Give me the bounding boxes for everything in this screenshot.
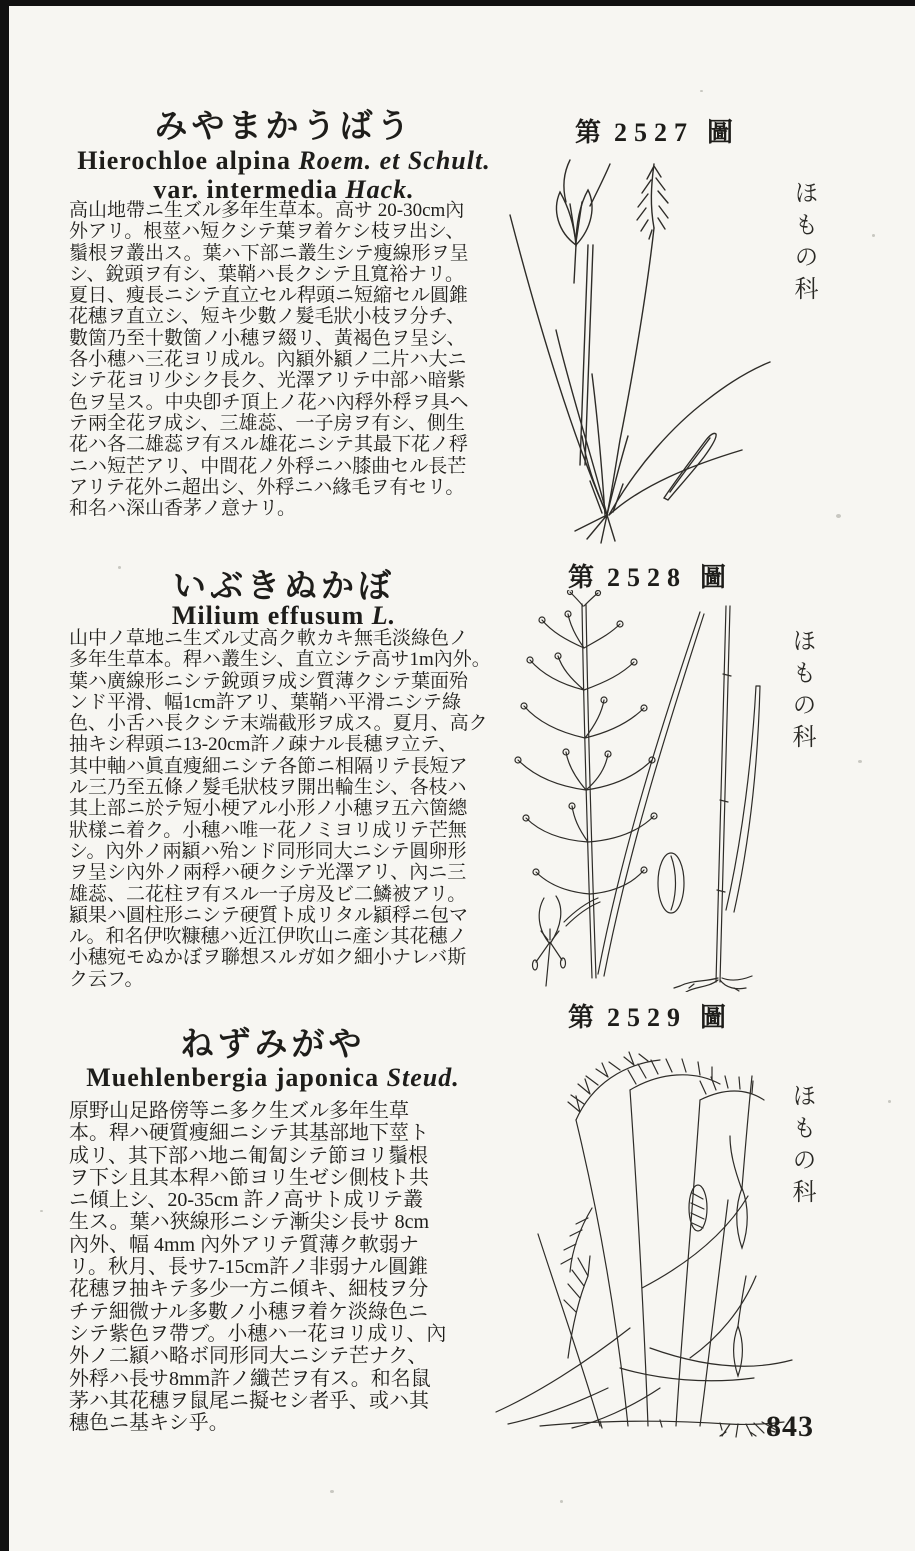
text-line: 花穗ヲ直立シ、短キ少數ノ髮毛狀小枝ヲ分チ、 <box>69 306 466 328</box>
figure-2528-botanical-illustration <box>494 590 794 992</box>
scan-speckle <box>836 514 841 518</box>
text-line: 抽キシ稈頭ニ13-20cm許ノ疎ナル長穗ヲ立テ、 <box>69 734 458 756</box>
entry2-latin-roman: Milium effusum <box>171 601 365 630</box>
text-line: ル三乃至五條ノ髮毛狀枝ヲ開出輪生シ、各枝ハ <box>69 777 467 799</box>
scan-speckle <box>330 1490 334 1493</box>
scan-speckle <box>40 1210 43 1212</box>
scan-edge-left <box>0 0 9 1551</box>
caption-suffix: 圖 <box>700 563 727 592</box>
text-line: 山中ノ草地ニ生ズル丈高ク軟カキ無毛淡綠色ノ <box>69 628 469 649</box>
caption-number: 2527 <box>614 118 695 147</box>
text-line: 花穗ヲ抽キテ多少一方ニ傾キ、細枝ヲ分 <box>69 1278 429 1301</box>
text-line: 各小穗ハ三花ヨリ成ル。內顈外顈ノ二片ハ大ニ <box>69 349 467 371</box>
text-line: 色、小舌ハ長クシテ末端截形ヲ成ス。夏月、高ク <box>69 713 488 735</box>
caption-prefix: 第 <box>568 563 595 592</box>
entry2-kana-title: いぶきぬかぼ <box>173 569 395 605</box>
text-line: 茅ハ其花穗ヲ鼠尾ニ擬セシ者乎、或ハ其 <box>69 1389 429 1412</box>
text-line: 高山地帶ニ生ズル多年生草本。高サ 20-30cm內 <box>69 200 465 221</box>
tufted-grass-drawing <box>480 1028 800 1440</box>
caption-prefix: 第 <box>568 1003 595 1032</box>
caption-number: 2528 <box>607 563 688 592</box>
caption-suffix: 圖 <box>707 118 734 147</box>
text-line: 外稃ハ長サ8mm許ノ纖芒ヲ有ス。和名鼠 <box>69 1367 431 1390</box>
figure-2527-caption <box>575 112 733 149</box>
entry2-latin-author: L. <box>371 601 397 630</box>
text-line: 原野山足路傍等ニ多ク生ズル多年生草 <box>69 1100 409 1122</box>
entry1-variety-roman: var. intermedia <box>153 175 338 204</box>
entry1-variety-author: Hack. <box>345 175 415 204</box>
family-label-vertical-2: ほもの科 <box>788 628 814 756</box>
text-line: 數箇乃至十數箇ノ小穗ヲ綴リ、黃褐色ヲ呈シ、 <box>69 327 466 349</box>
scan-speckle <box>700 90 703 92</box>
text-line: 外ノ二顈ハ略ボ同形同大ニシテ芒ナク、 <box>69 1345 428 1368</box>
text-line: 生ス。葉ハ狹線形ニシテ漸尖シ長サ 8cm <box>69 1211 430 1234</box>
text-line: 和名ハ深山香茅ノ意ナリ。 <box>69 498 297 520</box>
text-line: 內外、幅 4mm 內外アリテ質薄ク軟弱ナ <box>69 1233 419 1256</box>
text-line: シテ紫色ヲ帶ブ。小穗ハ一花ヨリ成リ、內 <box>69 1322 447 1345</box>
entry3-latin-name <box>50 1063 496 1093</box>
scan-speckle <box>872 234 875 237</box>
text-line: 小穗宛モぬかぼヲ聯想スルガ如ク細小ナレバ斯 <box>69 947 467 969</box>
entry1-latin-author: Roem. et Schult. <box>298 146 491 175</box>
text-line: 鬚根ヲ叢出ス。葉ハ下部ニ叢生シテ瘦線形ヲ呈 <box>69 242 469 264</box>
figure-2527-botanical-illustration <box>502 150 794 548</box>
text-line: 顈果ハ圓柱形ニシテ硬質ト成リタル顈稃ニ包マ <box>69 904 469 926</box>
text-line: 其中軸ハ眞直瘦細ニシテ各節ニ相隔リテ長短ア <box>69 755 468 777</box>
text-line: 狀樣ニ着ク。小穗ハ唯一花ノミヨリ成リテ芒無 <box>69 819 467 841</box>
text-line: ンド平滑、幅1cm許アリ、葉鞘ハ平滑ニシテ綠 <box>69 691 462 713</box>
entry3-latin-roman: Muehlenbergia japonica <box>86 1063 380 1092</box>
text-line: ヲ下シ且其本稈ハ節ヨリ生ゼシ側枝ト共 <box>69 1166 429 1189</box>
figure-2529-botanical-illustration <box>480 1028 800 1440</box>
text-line: リ。秋月、長サ7-15cm許ノ非弱ナル圓錐 <box>69 1256 429 1279</box>
text-line: アリテ花外ニ超出シ、外稃ニハ緣毛ヲ有セリ。 <box>69 476 465 498</box>
entry1-kana-title: みやまかうばう <box>154 109 414 145</box>
scan-speckle <box>888 1100 891 1103</box>
text-line: 葉ハ廣線形ニシテ銳頭ヲ成シ質薄クシテ葉面殆 <box>69 670 469 692</box>
text-line: ク云フ。 <box>69 968 144 990</box>
text-line: 花ハ各二雄蕊ヲ有スル雄花ニシテ其最下花ノ稃 <box>69 434 469 456</box>
text-line: 本。稈ハ硬質瘦細ニシテ其基部地下莖ト <box>69 1122 429 1145</box>
text-line: ニ傾上シ、20-35cm 許ノ高サト成リテ叢 <box>69 1189 424 1212</box>
entry3-latin-author: Steud. <box>386 1063 460 1092</box>
text-line: ヲ呈シ內外ノ兩稃ハ硬クシテ光澤アリ、內ニ三 <box>69 862 467 884</box>
scan-speckle <box>560 1500 563 1503</box>
text-line: シ。內外ノ兩顈ハ殆ンド同形同大ニシテ圓卵形 <box>69 840 467 862</box>
text-line: シテ花ヨリ少シク長ク、光澤アリテ中部ハ暗紫 <box>69 370 466 392</box>
text-line: 穗色ニ基キシ乎。 <box>69 1412 229 1435</box>
figure-2528-caption <box>568 557 726 594</box>
caption-suffix: 圖 <box>700 1003 727 1032</box>
text-line: 夏日、瘦長ニシテ直立セル稈頭ニ短縮セル圓錐 <box>69 285 469 307</box>
entry3-description <box>69 1100 467 1434</box>
scan-edge-top <box>0 0 915 6</box>
text-line: テ兩全花ヲ成シ、三雄蕊、一子房ヲ有シ、側生 <box>69 412 465 434</box>
text-line: 雄蕊、二花柱ヲ有スル一子房及ビ二鱗被アリ。 <box>69 883 467 905</box>
scan-speckle <box>858 760 862 763</box>
scan-speckle <box>118 566 121 569</box>
family-label-vertical-3: ほもの科 <box>788 1083 814 1211</box>
grass-panicle-drawing <box>494 590 794 992</box>
text-line: 其上部ニ於テ短小梗アル小形ノ小穗ヲ五六箇總 <box>69 798 468 820</box>
entry1-latin-name <box>60 146 508 176</box>
entry1-description <box>69 200 501 519</box>
text-line: シ、銳頭ヲ有シ、葉鞘ハ長クシテ且寬裕ナリ。 <box>69 263 465 285</box>
text-line: 色ヲ呈ス。中央卽チ頂上ノ花ハ內稃外稃ヲ具ヘ <box>69 391 469 413</box>
page-number: 843 <box>766 1410 814 1443</box>
text-line: ル。和名伊吹糠穗ハ近江伊吹山ニ產シ其花穗ノ <box>69 926 467 948</box>
text-line: 成リ、其下部ハ地ニ匍匐シテ節ヨリ鬚根 <box>69 1144 428 1167</box>
entry2-description <box>69 628 503 990</box>
entry3-kana-title: ねずみがや <box>180 1027 366 1063</box>
caption-prefix: 第 <box>575 118 602 147</box>
grass-plant-drawing <box>502 150 794 548</box>
caption-number: 2529 <box>607 1003 688 1032</box>
text-line: 多年生草本。稈ハ叢生シ、直立シテ高サ1m內外。 <box>69 649 491 671</box>
text-line: 外アリ。根莖ハ短クシテ葉ヲ着ケシ枝ヲ出シ、 <box>69 221 465 243</box>
entry2-latin-name <box>60 601 508 631</box>
entry1-latin-roman: Hierochloe alpina <box>77 146 291 175</box>
family-label-vertical-1: ほもの科 <box>790 180 816 308</box>
text-line: ニハ短芒アリ、中間花ノ外稃ニハ膝曲セル長芒 <box>69 455 467 477</box>
text-line: チテ細微ナル多數ノ小穗ヲ着ケ淡綠色ニ <box>69 1300 428 1323</box>
